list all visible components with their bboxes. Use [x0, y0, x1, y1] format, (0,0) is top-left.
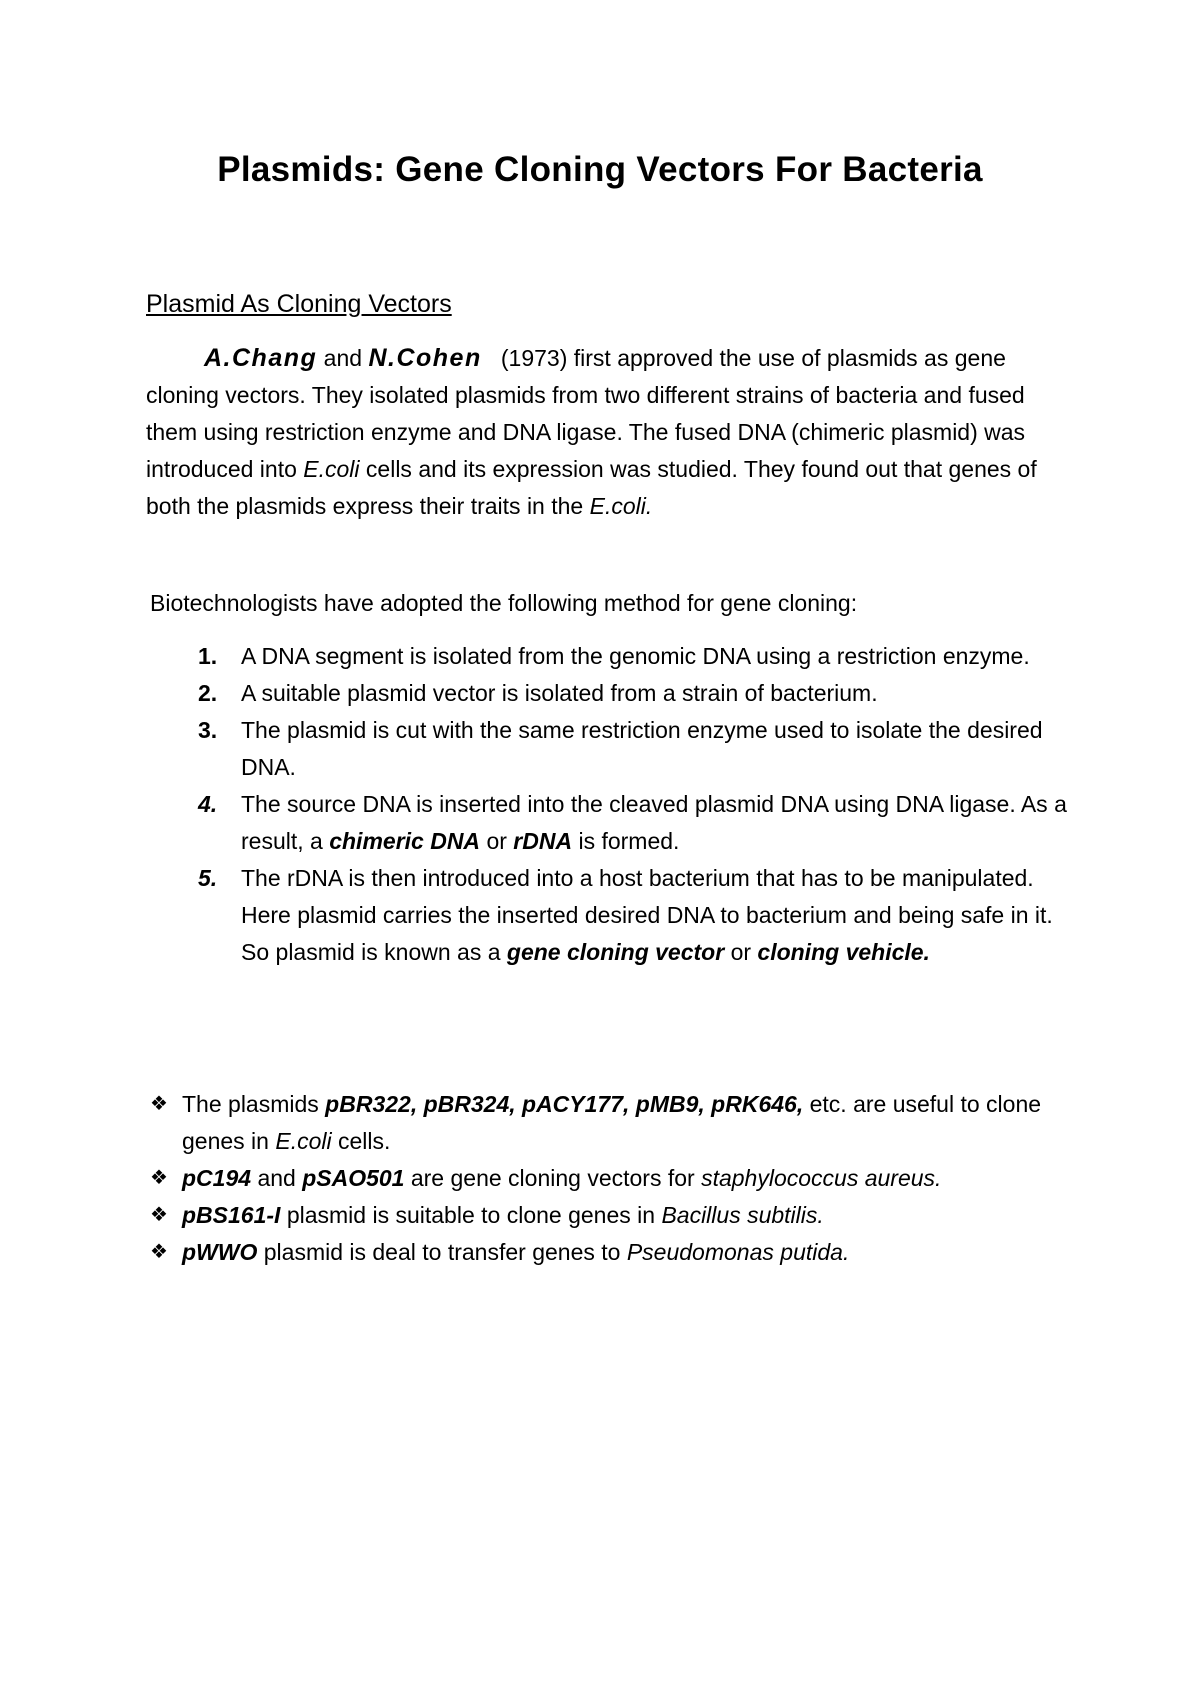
step-item [198, 860, 1078, 971]
plasmid-name: pC194 [182, 1165, 252, 1191]
term-rdna: rDNA [513, 828, 573, 854]
plasmid-name: pBS161-I [182, 1202, 281, 1228]
step-number: 4. [198, 791, 218, 817]
step-item [198, 786, 1078, 860]
intro-and: and [323, 345, 363, 371]
intro-paragraph [146, 340, 1066, 525]
author-chang: A.Chang [204, 344, 318, 372]
page-title: Plasmids: Gene Cloning Vectors For Bacteria [217, 150, 983, 189]
bullet-text: plasmid is suitable to clone genes in [286, 1202, 656, 1228]
step-number: 3. [198, 717, 218, 743]
plasmid-names: pBR322, pBR324, pACY177, pMB9, pRK646, [325, 1091, 804, 1117]
diamond-bullet-icon: ❖ [150, 1204, 168, 1226]
diamond-bullet-icon: ❖ [150, 1167, 168, 1189]
method-intro: Biotechnologists have adopted the following method for gene cloning: [150, 590, 858, 616]
bullet-item [146, 1086, 1086, 1160]
diamond-bullet-icon: ❖ [150, 1093, 168, 1115]
bullet-item [146, 1234, 1086, 1271]
organism-name: Pseudomonas putida. [626, 1239, 850, 1265]
diamond-bullet-icon: ❖ [150, 1241, 168, 1263]
bullet-item [146, 1160, 1086, 1197]
bullet-item [146, 1197, 1086, 1234]
step-item [198, 675, 1078, 712]
step-text: The source DNA is inserted into the cleaved plasmid DNA using DNA ligase. As a result, a [241, 791, 1067, 854]
intro-text-2: cells and its expression was studied. They found out that genes of both the plasmids express their traits in the [146, 456, 1037, 519]
bullet-text: are gene cloning vectors for [410, 1165, 695, 1191]
step-or: or [730, 939, 752, 965]
step-text: A suitable plasmid vector is isolated from a strain of bacterium. [241, 680, 878, 706]
term-chimeric-dna: chimeric DNA [329, 828, 481, 854]
bullet-text: etc. are useful to clone genes in [182, 1091, 1042, 1154]
bullet-text: plasmid is deal to transfer genes to [263, 1239, 621, 1265]
section-heading: Plasmid As Cloning Vectors [146, 290, 452, 318]
step-text: A DNA segment is isolated from the genomic DNA using a restriction enzyme. [241, 643, 1030, 669]
organism-name: E.coli [275, 1128, 332, 1154]
step-number: 1. [198, 643, 218, 669]
organism-name: Bacillus subtilis. [661, 1202, 824, 1228]
bullet-text: cells. [338, 1128, 391, 1154]
step-text: The rDNA is then introduced into a host bacterium that has to be manipulated. Here plasmid carries the inserted desired DNA to bacterium and being safe in it. So plasmid is known as a [241, 865, 1053, 965]
step-number: 2. [198, 680, 218, 706]
intro-text-1: (1973) first approved the use of plasmids as gene cloning vectors. They isolated plasmids from two different strains of bacteria and fused them using restriction enzyme and DNA ligase. The fused DNA (chimeric plasmid) was introduced into [146, 345, 1026, 482]
plasmid-name: pWWO [182, 1239, 258, 1265]
organism-name: staphylococcus aureus. [701, 1165, 942, 1191]
intro-ecoli-2: E.coli. [589, 493, 653, 519]
step-or: or [486, 828, 507, 854]
method-steps-list [198, 638, 1078, 971]
bullet-text: The plasmids [182, 1091, 319, 1117]
plasmid-bullet-list [146, 1086, 1086, 1271]
bullet-text: and [257, 1165, 296, 1191]
author-cohen: N.Cohen [368, 344, 482, 372]
plasmid-name: pSAO501 [302, 1165, 405, 1191]
step-item [198, 638, 1078, 675]
term-cloning-vehicle: cloning vehicle. [757, 939, 930, 965]
term-gene-cloning-vector: gene cloning vector [506, 939, 725, 965]
step-text-end: is formed. [578, 828, 680, 854]
step-number: 5. [198, 865, 218, 891]
step-item [198, 712, 1078, 786]
intro-ecoli-1: E.coli [303, 456, 360, 482]
step-text: The plasmid is cut with the same restriction enzyme used to isolate the desired DNA. [241, 717, 1043, 780]
